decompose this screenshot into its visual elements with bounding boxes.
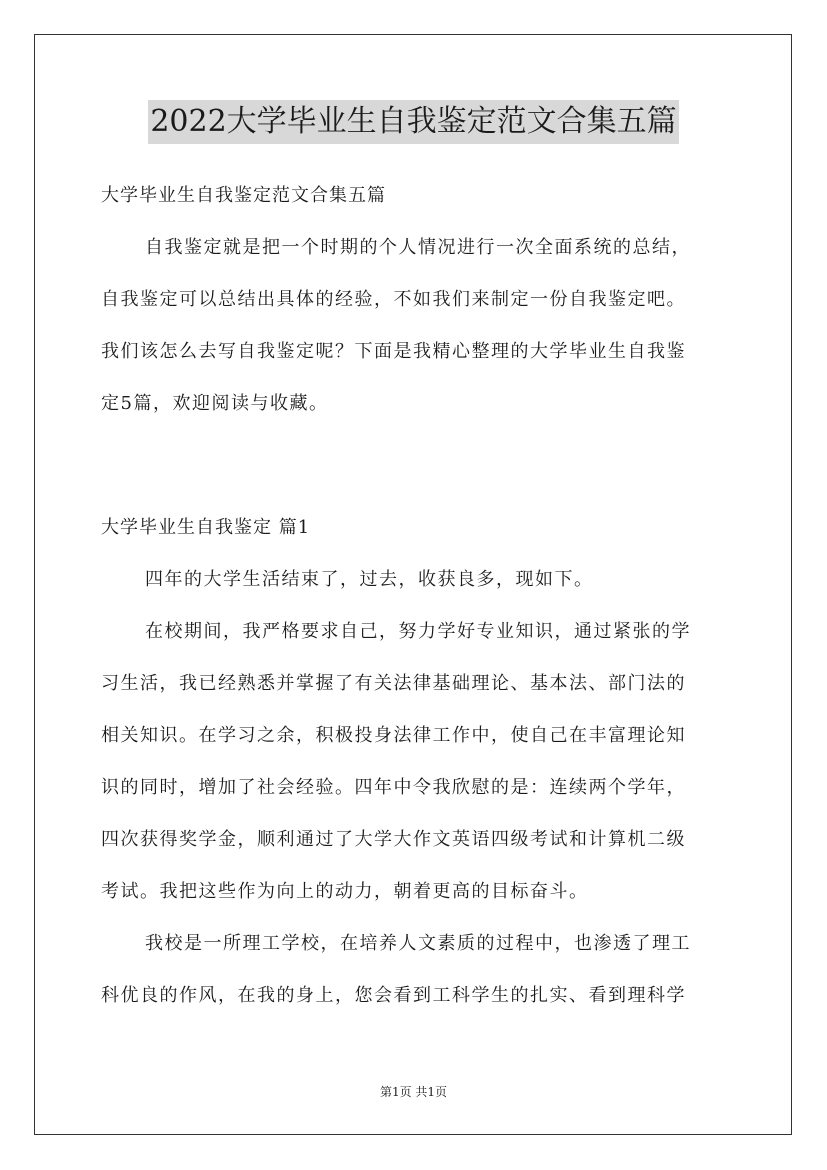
page-footer: 第1页 共1页 (379, 1085, 448, 1099)
document-subtitle: 大学毕业生自我鉴定范文合集五篇 (101, 185, 386, 206)
paragraph-line: 四年的大学生活结束了，过去，收获良多，现如下。 (145, 569, 594, 590)
intro-line: 我们该怎么去写自我鉴定呢？下面是我精心整理的大学毕业生自我鉴 (101, 341, 686, 362)
paragraph-line: 在校期间，我严格要求自己，努力学好专业知识，通过紧张的学 (145, 621, 691, 642)
paragraph-line: 习生活，我已经熟悉并掌握了有关法律基础理论、基本法、部门法的 (101, 673, 686, 694)
intro-line: 自我鉴定就是把一个时期的个人情况进行一次全面系统的总结， (145, 237, 691, 258)
intro-line: 定5篇，欢迎阅读与收藏。 (101, 393, 329, 414)
intro-line: 自我鉴定可以总结出具体的经验，不如我们来制定一份自我鉴定吧。 (101, 289, 686, 310)
paragraph-line: 考试。我把这些作为向上的动力，朝着更高的目标奋斗。 (101, 881, 589, 902)
section-spacer (101, 430, 729, 502)
paragraph-line: 我校是一所理工学校，在培养人文素质的过程中，也渗透了理工 (145, 933, 691, 954)
section-heading: 大学毕业生自我鉴定 篇1 (101, 517, 311, 538)
document-title-text: 2022大学毕业生自我鉴定范文合集五篇 (148, 100, 678, 144)
paragraph-line: 四次获得奖学金，顺利通过了大学大作文英语四级考试和计算机二级 (101, 829, 686, 850)
paragraph-line: 识的同时，增加了社会经验。四年中令我欣慰的是：连续两个学年， (101, 777, 686, 798)
document-title (0, 100, 827, 144)
paragraph-line: 相关知识。在学习之余，积极投身法律工作中，使自己在丰富理论知 (101, 725, 686, 746)
document-body (101, 170, 729, 1022)
paragraph-line: 科优良的作风，在我的身上，您会看到工科学生的扎实、看到理科学 (101, 985, 686, 1006)
